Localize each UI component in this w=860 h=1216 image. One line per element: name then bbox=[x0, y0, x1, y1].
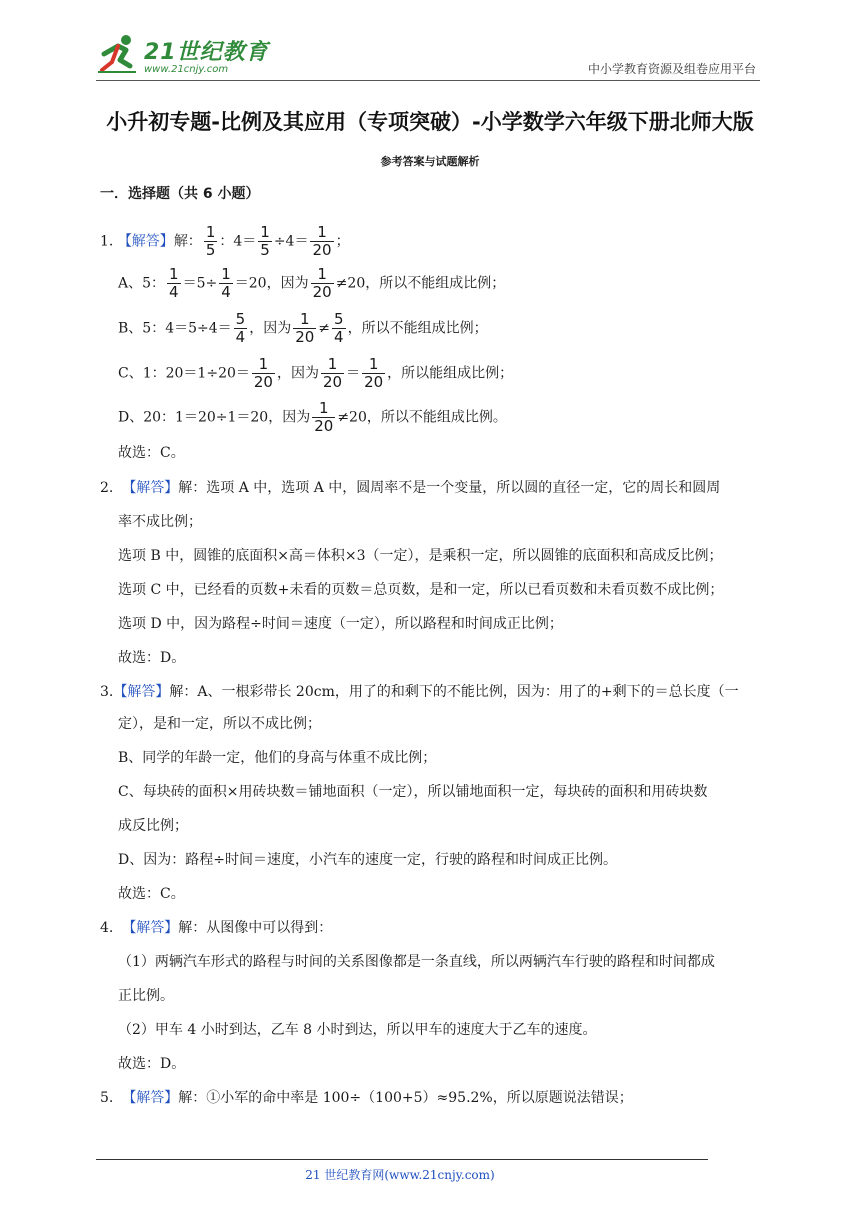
q3-line-1: 3.【解答】解：A、一根彩带长 20cm，用了的和剩下的不能比例，因为：用了的+剩下的＝总长度（一 bbox=[100, 684, 739, 700]
q3-line-6: D、因为：路程÷时间＝速度，小汽车的速度一定，行驶的路程和时间成正比例。 bbox=[118, 852, 617, 868]
q1-option-c: C、1：20＝1÷20＝ $\frac{1}{20}$ ，因为 $\frac{1}{20}$ ＝ $\frac{1}{20}$ ，所以能组成比例； bbox=[118, 355, 514, 391]
fraction: $\frac{1}{5}$ bbox=[205, 223, 216, 259]
fraction: $\frac{1}{20}$ bbox=[312, 223, 332, 259]
footer-text: 21 世纪教育网(www.21cnjy.com) bbox=[305, 1168, 495, 1182]
fraction: $\frac{1}{4}$ bbox=[169, 265, 179, 301]
q5-line-1: 5. 【解答】解：①小军的命中率是 100÷（100+5）≈95.2%，所以原题说法错误； bbox=[100, 1090, 633, 1106]
q4-choice: 故选：D。 bbox=[118, 1056, 186, 1072]
fraction: $\frac{1}{4}$ bbox=[221, 265, 231, 301]
q4-line-3: 正比例。 bbox=[118, 988, 174, 1004]
q2-line-2: 率不成比例； bbox=[118, 514, 202, 530]
page-subtitle: 参考答案与试题解析 bbox=[380, 155, 480, 168]
q3-choice: 故选：C。 bbox=[118, 886, 185, 902]
q1-answer-line: 1. 【解答】解： $\frac{1}{5}$ ：4＝ $\frac{1}{5}$ ÷4＝ $\frac{1}{20}$ ； bbox=[100, 223, 350, 259]
footer-divider bbox=[96, 1159, 708, 1160]
q4-line-2: （1）两辆汽车形式的路程与时间的关系图像都是一条直线，所以两辆汽车行驶的路程和时间都成 bbox=[118, 954, 715, 970]
fraction: $\frac{1}{20}$ bbox=[314, 399, 334, 435]
fraction: $\frac{1}{20}$ bbox=[312, 265, 332, 301]
q1-jie: 解： bbox=[173, 233, 202, 250]
fraction: $\frac{1}{20}$ bbox=[253, 355, 273, 391]
section-heading: 一．选择题（共 6 小题） bbox=[100, 186, 260, 202]
q2-line-3: 选项 B 中，圆锥的底面积×高＝体积×3（一定），是乘积一定，所以圆锥的底面积和高成反比例； bbox=[118, 548, 723, 564]
q1-choice: 故选：C。 bbox=[118, 445, 185, 461]
q3-line-4: C、每块砖的面积×用砖块数＝铺地面积（一定），所以铺地面积一定，每块砖的面积和用砖块数 bbox=[118, 784, 708, 800]
q5-answer-tag: 【解答】 bbox=[122, 1090, 179, 1106]
q2-line-4: 选项 C 中，已经看的页数+未看的页数＝总页数，是和一定，所以已看页数和未看页数不成比例； bbox=[118, 582, 724, 598]
q3-line-5: 成反比例； bbox=[118, 818, 188, 834]
q2-line-5: 选项 D 中，因为路程÷时间＝速度（一定），所以路程和时间成正比例； bbox=[118, 616, 563, 632]
fraction: $\frac{1}{20}$ bbox=[295, 310, 315, 346]
q1-option-b: B、5：4＝5÷4＝ $\frac{5}{4}$ ，因为 $\frac{1}{20}$ ≠ $\frac{5}{4}$ ，所以不能组成比例； bbox=[118, 310, 488, 346]
q4-answer-tag: 【解答】 bbox=[122, 920, 179, 936]
logo bbox=[96, 30, 276, 78]
q3-line-2: 定），是和一定，所以不成比例； bbox=[118, 716, 321, 732]
q2-line-1: 2. 【解答】解：选项 A 中，选项 A 中，圆周率不是一个变量，所以圆的直径一定，它的周长和圆周 bbox=[100, 480, 721, 496]
page-title: 小升初专题-比例及其应用（专项突破）-小学数学六年级下册北师大版 bbox=[106, 110, 754, 134]
q1-option-a: A、5： $\frac{1}{4}$ ＝5÷ $\frac{1}{4}$ ＝20，因为 $\frac{1}{20}$ ≠20，所以不能组成比例； bbox=[118, 265, 506, 301]
fraction: $\frac{1}{20}$ bbox=[364, 355, 384, 391]
q4-line-4: （2）甲车 4 小时到达，乙车 8 小时到达，所以甲车的速度大于乙车的速度。 bbox=[118, 1022, 597, 1038]
q3-answer-tag: 【解答】 bbox=[113, 684, 170, 700]
fraction: $\frac{5}{4}$ bbox=[334, 310, 344, 346]
q4-line-1: 4. 【解答】解：从图像中可以得到： bbox=[100, 920, 333, 936]
runner-logo-icon bbox=[96, 32, 142, 76]
q2-choice: 故选：D。 bbox=[118, 650, 186, 666]
fraction: $\frac{1}{5}$ bbox=[260, 223, 270, 259]
q1-number: 1. bbox=[100, 233, 114, 250]
logo-url: www.21cnjy.com bbox=[144, 64, 229, 75]
q2-answer-tag: 【解答】 bbox=[122, 480, 179, 496]
q1-option-d: D、20：1＝20÷1＝20，因为 $\frac{1}{20}$ ≠20，所以不能组成比例。 bbox=[118, 399, 507, 435]
fraction: $\frac{1}{20}$ bbox=[322, 355, 343, 391]
fraction: $\frac{5}{4}$ bbox=[235, 310, 246, 346]
q3-line-3: B、同学的年龄一定，他们的身高与体重不成比例； bbox=[118, 750, 437, 766]
page-header bbox=[96, 30, 760, 81]
q1-answer-tag: 【解答】 bbox=[117, 233, 174, 250]
logo-text: 21世纪教育 bbox=[144, 40, 269, 65]
platform-name: 中小学教育资源及组卷应用平台 bbox=[587, 62, 756, 76]
